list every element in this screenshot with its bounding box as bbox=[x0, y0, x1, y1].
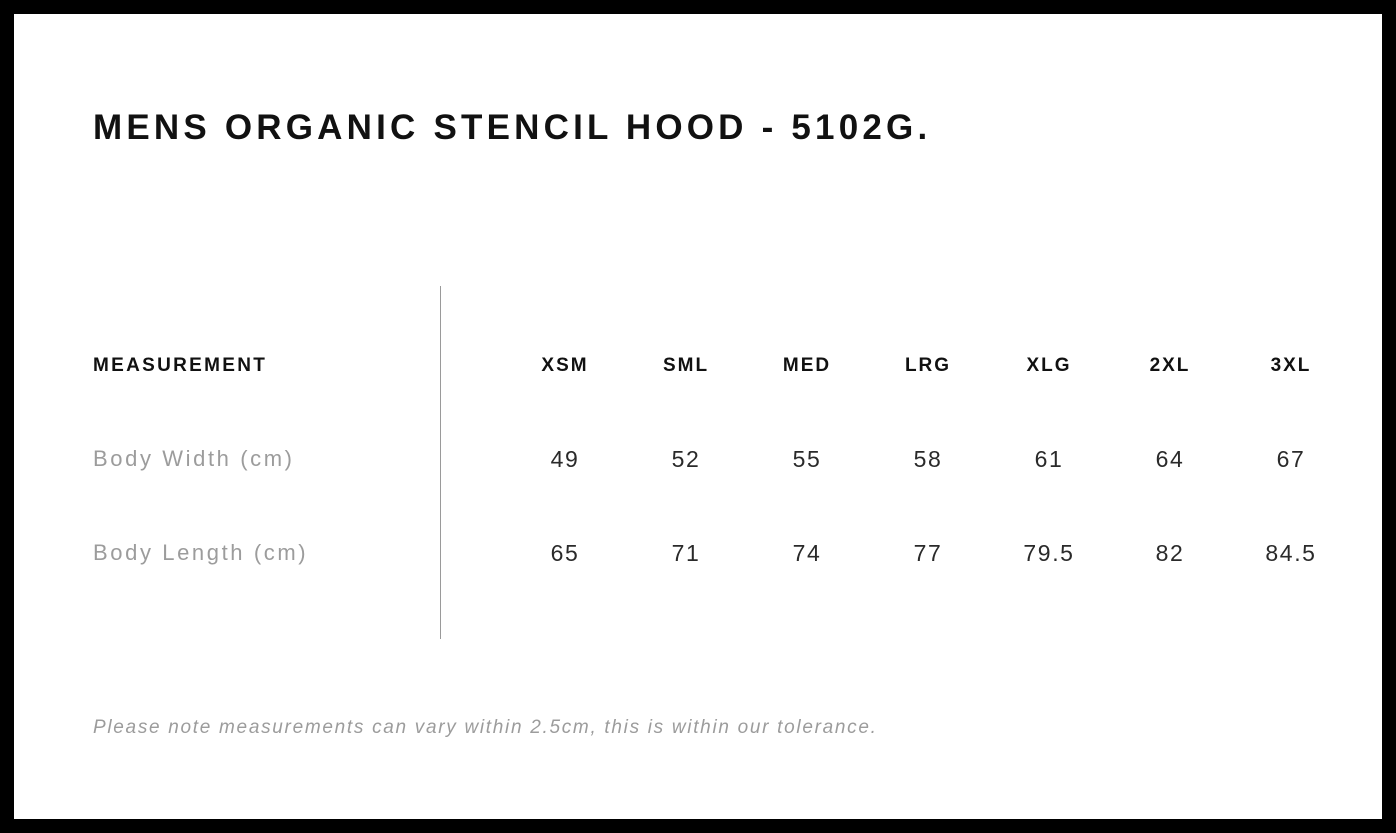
cell-body-length-lrg: 77 bbox=[913, 540, 943, 566]
column-header-measurement: MEASUREMENT bbox=[93, 355, 268, 376]
cell-body-width-3xl: 67 bbox=[1276, 446, 1306, 472]
size-chart-page bbox=[14, 14, 1382, 819]
cell-body-length-xsm: 65 bbox=[550, 540, 580, 566]
tolerance-note: Please note measurements can vary within 2.5cm, this is within our tolerance. bbox=[93, 717, 878, 738]
cell-body-length-sml: 71 bbox=[671, 540, 701, 566]
column-header-3xl: 3XL bbox=[1270, 355, 1312, 376]
cell-body-length-xlg: 79.5 bbox=[1023, 540, 1075, 566]
cell-body-width-xsm: 49 bbox=[550, 446, 580, 472]
cell-body-length-2xl: 82 bbox=[1155, 540, 1185, 566]
column-header-med: MED bbox=[782, 355, 832, 376]
page-title: MENS ORGANIC STENCIL HOOD - 5102G. bbox=[93, 108, 932, 147]
cell-body-length-3xl: 84.5 bbox=[1265, 540, 1317, 566]
cell-body-width-xlg: 61 bbox=[1034, 446, 1064, 472]
cell-body-width-sml: 52 bbox=[671, 446, 701, 472]
cell-body-width-2xl: 64 bbox=[1155, 446, 1185, 472]
column-header-xsm: XSM bbox=[541, 355, 589, 376]
cell-body-width-lrg: 58 bbox=[913, 446, 943, 472]
cell-body-width-med: 55 bbox=[792, 446, 822, 472]
column-header-lrg: LRG bbox=[904, 355, 952, 376]
column-header-xlg: XLG bbox=[1026, 355, 1072, 376]
row-label-body-width: Body Width (cm) bbox=[93, 446, 295, 471]
row-label-body-length: Body Length (cm) bbox=[93, 540, 309, 565]
column-header-sml: SML bbox=[662, 355, 710, 376]
column-header-2xl: 2XL bbox=[1149, 355, 1191, 376]
cell-body-length-med: 74 bbox=[792, 540, 822, 566]
size-chart-table bbox=[14, 14, 1382, 819]
